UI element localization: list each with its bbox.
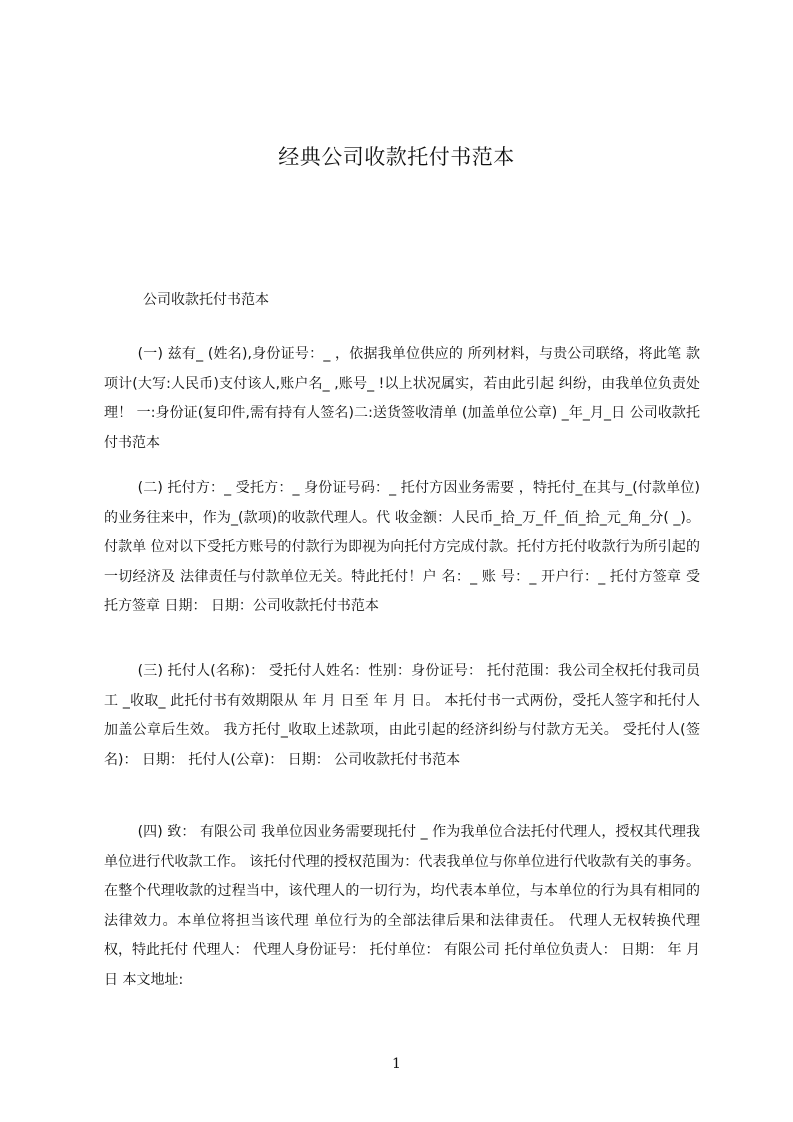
document-title: 经典公司收款托付书范本 <box>278 145 515 169</box>
document-subtitle: 公司收款托付书范本 <box>143 292 269 308</box>
section-1-paragraph: (一) 兹有_ (姓名),身份证号：_ ，依据我单位供应的 所列材料，与贵公司联络，将此笔 款项计(大写:人民币)支付该人,账户名_ ,账号_ !以上状况属实，若由此引起 纠纷，由我单位负责处理！ 一:身份证(复印件,需有持有人签名)二:送货签收清单 (加盖单位公章) _年_月_日 公司收款托付书范本 <box>104 346 700 451</box>
page-number: 1 <box>392 1056 401 1072</box>
section-3-paragraph: (三) 托付人(名称)： 受托付人姓名：性别：身份证号： 托付范围：我公司全权托付我司员工 _收取_ 此托付书有效期限从 年 月 日至 年 月 日。 本托付书一式两份，受托人签字和托付人加盖公章后生效。 我方托付_收取上述款项，由此引起的经济纠纷与付款方无关。 受托付人(签名)： 日期： 托付人(公章)： 日期： 公司收款托付书范本 <box>104 663 700 768</box>
section-2-paragraph: (二) 托付方：_ 受托方：_ 身份证号码：_ 托付方因业务需要 ，特托付_在其与_(付款单位)的业务往来中，作为_(款项)的收款代理人。代 收金额：人民币_拾_万_仟_佰_拾_元_角_分( _)。付款单 位对以下受托方账号的付款行为即视为向托付方完成付款。托付方托付收款行为所引起的一切经济及 法律责任与付款单位无关。特此托付！户 名：_ 账 号：_ 开户行：_ 托付方签章 受托方签章 日期： 日期：公司收款托付书范本 <box>104 480 700 614</box>
section-4-paragraph: (四) 致： 有限公司 我单位因业务需要现托付 _ 作为我单位合法托付代理人，授权其代理我 单位进行代收款工作。 该托付代理的授权范围为：代表我单位与你单位进行代收款有关的事务。在整个代理收款的过程当中，该代理人的一切行为，均代表本单位，与本单位的行为具有相同的法律效力。本单位将担当该代理 单位行为的全部法律后果和法律责任。 代理人无权转换代理权，特此托付 代理人： 代理人身份证号： 托付单位： 有限公司 托付单位负责人： 日期： 年 月 日 本文地址: <box>104 824 700 988</box>
